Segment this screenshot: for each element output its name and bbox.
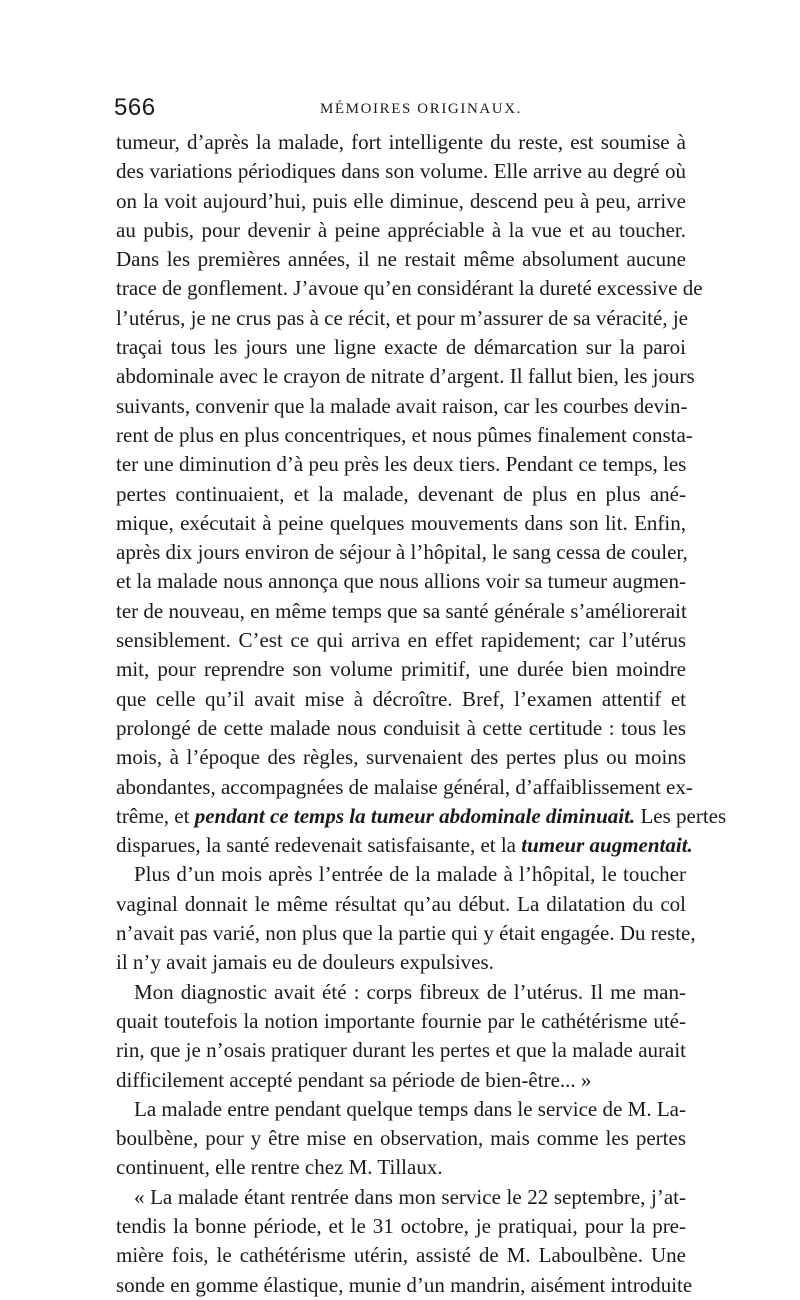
text-line: abdominale avec le crayon de nitrate d’argent. Il fallut bien, les jours [116,364,695,389]
page-header [114,93,688,125]
text-segment: disparues, la santé redevenait satisfaisante, et la [116,833,522,858]
text-line: vaginal donnait le même résultat qu’au début. La dilatation du col [116,891,686,916]
body-text [116,128,727,1300]
text-line: n’avait pas varié, non plus que la partie qui y était engagée. Du reste, [116,921,696,946]
text-line: après dix jours environ de séjour à l’hôpital, le sang cessa de couler, [116,540,688,565]
text-line: sonde en gomme élastique, munie d’un mandrin, aisément introduite [116,1272,693,1297]
text-line: ter une diminution d’à peu près les deux tiers. Pendant ce temps, les [116,452,687,477]
italic-emphasis: pendant ce temps la tumeur abdominale diminuait. [194,803,636,828]
text-line: tendis la bonne période, et le 31 octobre, je pratiquai, pour la pre- [116,1213,686,1238]
text-line: au pubis, pour devenir à peine appréciable à la vue et au toucher. [116,217,686,242]
text-line: ter de nouveau, en même temps que sa santé générale s’améliorerait [116,598,687,623]
text-line: sensiblement. C’est ce qui arriva en effet rapidement; car l’utérus [116,628,686,653]
text-line: et la malade nous annonça que nous allions voir sa tumeur augmen- [116,569,686,594]
text-line: traçai tous les jours une ligne exacte de démarcation sur la paroi [116,335,686,360]
text-line: on la voit aujourd’hui, puis elle diminue, descend peu à peu, arrive [116,188,686,213]
text-line: continuent, elle rentre chez M. Tillaux. [116,1155,443,1180]
text-line: boulbène, pour y être mise en observation, mais comme les pertes [116,1126,686,1151]
text-line: mique, exécutait à peine quelques mouvements dans son lit. Enfin, [116,510,686,535]
text-line: La malade entre pendant quelque temps dans le service de M. La- [134,1096,686,1121]
text-segment: Les pertes [635,803,727,828]
text-line: trace de gonflement. J’avoue qu’en considérant la dureté excessive de [116,276,703,301]
text-line: pertes continuaient, et la malade, devenant de plus en plus ané- [116,481,686,506]
text-line: suivants, convenir que la malade avait raison, car les courbes devin- [116,393,688,418]
text-line: rin, que je n’osais pratiquer durant les pertes et que la malade aurait [116,1038,686,1063]
text-line: tumeur, d’après la malade, fort intelligente du reste, est soumise à [116,130,686,154]
text-line: mit, pour reprendre son volume primitif, une durée bien moindre [116,657,686,682]
text-line: il n’y avait jamais eu de douleurs expulsives. [116,950,494,975]
text-line [116,802,727,831]
text-line [116,831,693,860]
text-line: Plus d’un mois après l’entrée de la malade à l’hôpital, le toucher [134,862,686,887]
text-line: prolongé de cette malade nous conduisit à cette certitude : tous les [116,715,686,740]
text-line: « La malade étant rentrée dans mon service le 22 septembre, j’at- [134,1184,686,1209]
text-line: mière fois, le cathétérisme utérin, assisté de M. Laboulbène. Une [116,1243,686,1268]
text-line: rent de plus en plus concentriques, et nous pûmes finalement consta- [116,422,693,447]
text-line: des variations périodiques dans son volume. Elle arrive au degré où [116,159,686,184]
running-title: MÉMOIRES ORIGINAUX. [319,101,523,117]
text-line: que celle qu’il avait mise à décroître. Bref, l’examen attentif et [116,686,686,711]
text-line: quait toutefois la notion importante fournie par le cathétérisme uté- [116,1008,686,1033]
text-line: l’utérus, je ne crus pas à ce récit, et pour m’assurer de sa véracité, je [116,305,688,330]
text-line: Dans les premières années, il ne restait même absolument aucune [116,247,686,272]
text-line: mois, à l’époque des règles, survenaient des pertes plus ou moins [116,745,686,770]
text-line: Mon diagnostic avait été : corps fibreux de l’utérus. Il me man- [134,979,686,1004]
text-line: abondantes, accompagnées de malaise général, d’affaiblissement ex- [116,774,693,799]
text-line: difficilement accepté pendant sa période de bien-être... » [116,1067,592,1092]
italic-emphasis: tumeur augmentait. [521,833,693,858]
page-number: 566 [114,94,156,121]
text-segment: trême, et [116,803,195,828]
